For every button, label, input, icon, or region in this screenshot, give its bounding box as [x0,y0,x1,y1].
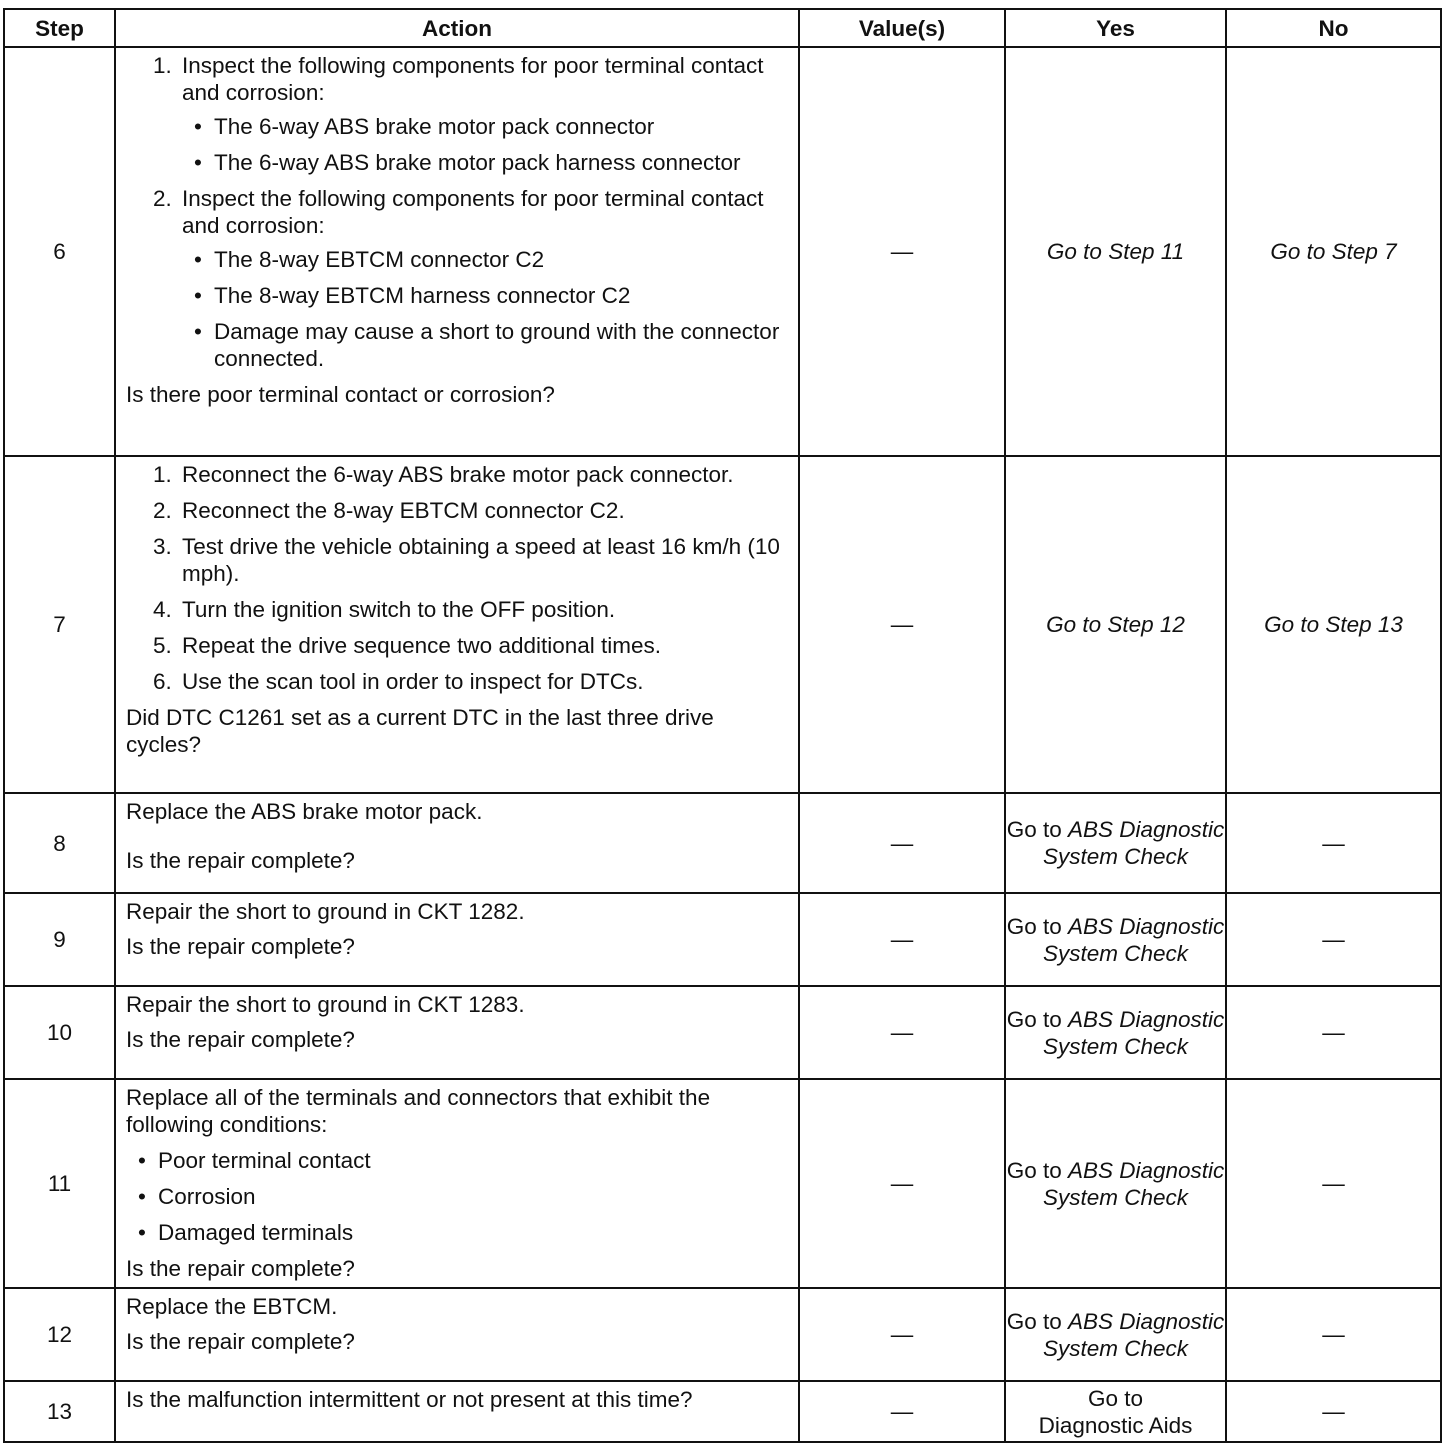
action-text: Is the malfunction intermittent or not present at this time? [126,1387,693,1412]
values-cell: — [799,1079,1005,1288]
action-text: Replace the EBTCM. [126,1294,338,1319]
action-cell [115,1381,799,1442]
yes-link[interactable]: ABS Diagnostic System Check [1042,1157,1225,1210]
step-number: 10 [4,986,115,1079]
table-row-step-12 [4,1288,1441,1381]
header-row [4,9,1441,47]
table-row-step-9 [4,893,1441,986]
no-cell: Go to Step 13 [1226,456,1441,793]
action-question: Is the repair complete? [126,934,355,959]
header-action: Action [115,9,799,47]
action-text: Repair the short to ground in CKT 1283. [126,992,525,1017]
action-cell [115,893,799,986]
action-question: Is the repair complete? [126,848,355,873]
no-cell: — [1226,793,1441,893]
yes-link[interactable]: ABS Diagnostic System Check [1042,1308,1225,1361]
step-number: 13 [4,1381,115,1442]
action-cell [115,456,799,793]
action-cell [115,986,799,1079]
list-item: • Damaged terminals [158,1219,788,1246]
action-list [126,461,788,695]
no-cell: — [1226,1288,1441,1381]
yes-cell: Go to ABS Diagnostic System Check [1005,986,1226,1079]
no-cell: — [1226,1381,1441,1442]
action-cell [115,1079,799,1288]
yes-cell: Go to ABS Diagnostic System Check [1005,893,1226,986]
values-cell: — [799,1381,1005,1442]
list-item: 1. Inspect the following components for poor terminal contact and corrosion: • The 6-way ABS brake motor pack connector • The 6-way ABS brake motor pack harness connector [178,52,788,176]
no-cell: — [1226,986,1441,1079]
action-text: Replace the ABS brake motor pack. [126,799,483,824]
step-number: 7 [4,456,115,793]
list-item: • The 8-way EBTCM harness connector C2 [214,282,788,309]
yes-cell: Go to ABS Diagnostic System Check [1005,1079,1226,1288]
action-text: Replace all of the terminals and connectors that exhibit the following conditions: [126,1085,711,1137]
list-item: 3. Test drive the vehicle obtaining a speed at least 16 km/h (10 mph). [178,533,788,587]
action-question: Is the repair complete? [126,1256,355,1281]
list-item: • The 6-way ABS brake motor pack connector [214,113,788,140]
header-step: Step [4,9,115,47]
values-cell: — [799,456,1005,793]
list-item: • Damage may cause a short to ground with the connector connected. [214,318,788,372]
diagnostic-table [3,8,1442,1443]
list-item: 2. Inspect the following components for poor terminal contact and corrosion: • The 8-way EBTCM connector C2 • The 8-way EBTCM harness connector C2 • Damage may cause a short to ground with the connector connected. [178,185,788,372]
yes-cell: Go to ABS Diagnostic System Check [1005,1288,1226,1381]
action-question: Is there poor terminal contact or corrosion? [126,382,555,407]
table-row-step-10 [4,986,1441,1079]
list-item: • Poor terminal contact [158,1147,788,1174]
table-row-step-8 [4,793,1441,893]
table-row-step-13 [4,1381,1441,1442]
yes-cell: Go to Step 12 [1005,456,1226,793]
step-number: 6 [4,47,115,456]
table-row-step-6 [4,47,1441,456]
bullet-list [126,1147,788,1246]
header-values: Value(s) [799,9,1005,47]
list-item: 2. Reconnect the 8-way EBTCM connector C2. [178,497,788,524]
action-question: Is the repair complete? [126,1329,355,1354]
table-row-step-7 [4,456,1441,793]
values-cell: — [799,1288,1005,1381]
action-cell [115,47,799,456]
values-cell: — [799,893,1005,986]
list-item: • The 6-way ABS brake motor pack harness connector [214,149,788,176]
table-row-step-11 [4,1079,1441,1288]
action-text: Repair the short to ground in CKT 1282. [126,899,525,924]
bullet-list [182,113,788,176]
action-question: Did DTC C1261 set as a current DTC in the last three drive cycles? [126,705,714,757]
no-cell: Go to Step 7 [1226,47,1441,456]
values-cell: — [799,47,1005,456]
yes-cell: Go to ABS Diagnostic System Check [1005,793,1226,893]
yes-link[interactable]: Diagnostic Aids [1038,1412,1193,1438]
bullet-list [182,246,788,372]
list-item: 5. Repeat the drive sequence two additional times. [178,632,788,659]
no-cell: — [1226,1079,1441,1288]
values-cell: — [799,793,1005,893]
step-number: 9 [4,893,115,986]
action-list [126,52,788,372]
list-item: • Corrosion [158,1183,788,1210]
header-yes: Yes [1005,9,1226,47]
action-question: Is the repair complete? [126,1027,355,1052]
list-item: 1. Reconnect the 6-way ABS brake motor pack connector. [178,461,788,488]
list-item: • The 8-way EBTCM connector C2 [214,246,788,273]
step-number: 8 [4,793,115,893]
yes-link[interactable]: ABS Diagnostic System Check [1042,913,1225,966]
yes-link[interactable]: ABS Diagnostic System Check [1042,1006,1225,1059]
no-cell: — [1226,893,1441,986]
list-item: 4. Turn the ignition switch to the OFF position. [178,596,788,623]
action-cell [115,1288,799,1381]
list-item: 6. Use the scan tool in order to inspect for DTCs. [178,668,788,695]
yes-link[interactable]: ABS Diagnostic System Check [1042,817,1225,869]
step-number: 11 [4,1079,115,1288]
header-no: No [1226,9,1441,47]
yes-cell: Go to Diagnostic Aids [1005,1381,1226,1442]
step-number: 12 [4,1288,115,1381]
values-cell: — [799,986,1005,1079]
action-cell [115,793,799,893]
yes-cell: Go to Step 11 [1005,47,1226,456]
